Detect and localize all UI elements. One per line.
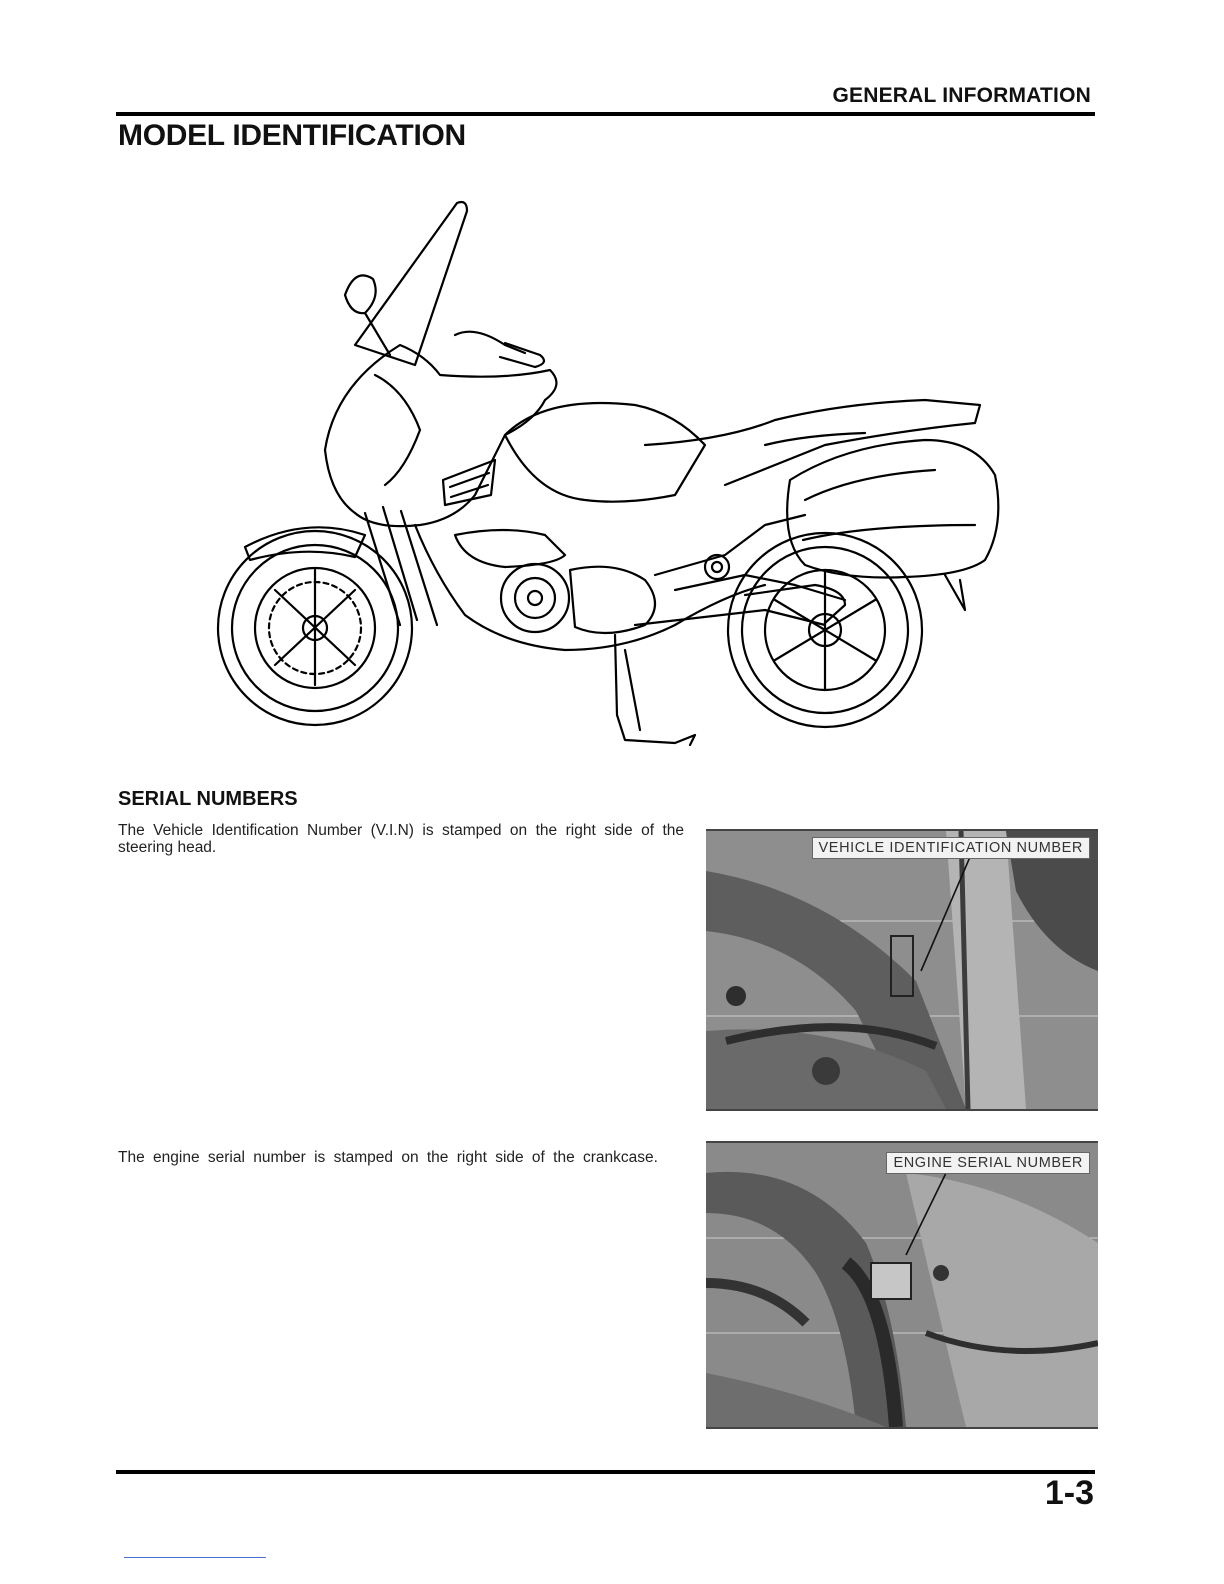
serial-numbers-heading: SERIAL NUMBERS <box>118 788 298 810</box>
vin-photo-image <box>706 831 1098 1109</box>
page-title: MODEL IDENTIFICATION <box>118 119 466 152</box>
header-rule <box>116 112 1095 116</box>
engine-photo-image <box>706 1143 1098 1427</box>
vin-photo <box>706 829 1098 1111</box>
vin-description: The Vehicle Identification Number (V.I.N) is stamped on the right side of the steering head. <box>118 822 684 856</box>
vin-callout-label: VEHICLE IDENTIFICATION NUMBER <box>812 837 1090 859</box>
footer-rule <box>116 1470 1095 1474</box>
motorcycle-illustration <box>205 195 1005 765</box>
engine-serial-description: The engine serial number is stamped on the right side of the crankcase. <box>118 1149 658 1166</box>
front-wheel <box>218 531 412 725</box>
footer-link-line <box>124 1557 266 1558</box>
page-number: 1-3 <box>1044 1474 1094 1512</box>
engine-serial-callout-label: ENGINE SERIAL NUMBER <box>886 1152 1090 1174</box>
engine-serial-photo <box>706 1141 1098 1429</box>
section-header: GENERAL INFORMATION <box>832 84 1091 107</box>
rear-wheel <box>728 533 922 727</box>
